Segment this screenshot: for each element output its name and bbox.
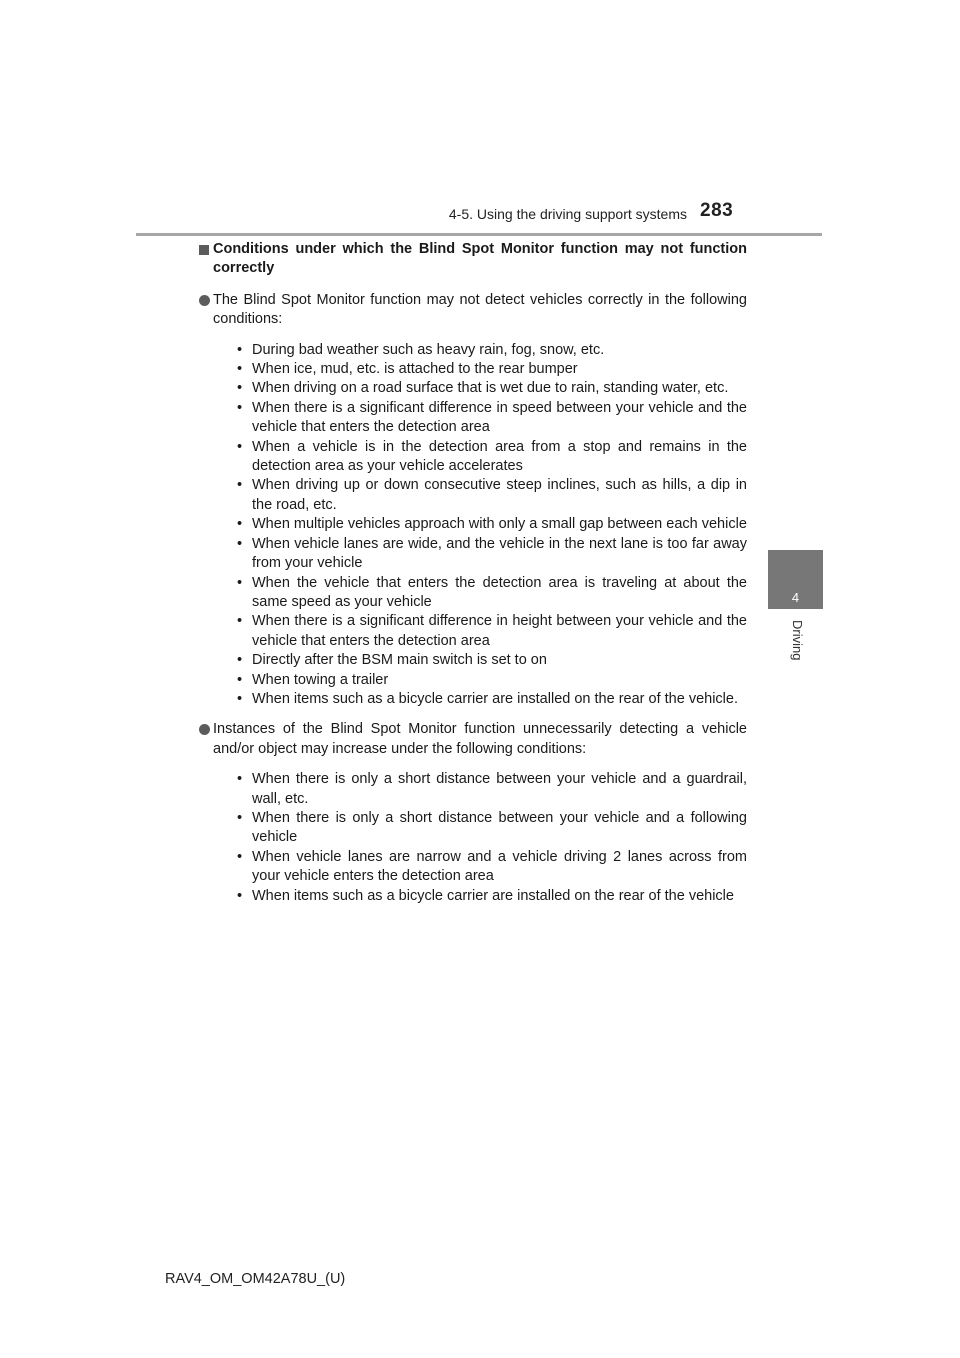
bullet-dot: •: [237, 535, 243, 552]
circle-bullet-icon: [199, 724, 210, 735]
bullet-dot: •: [237, 361, 243, 378]
chapter-tab[interactable]: [768, 550, 823, 609]
chapter-number: 4: [791, 590, 800, 605]
list-item: [236, 379, 747, 398]
list-item-text: When there is only a short distance between your vehicle and a following vehicle: [252, 809, 747, 846]
footer-doc-code: RAV4_OM_OM42A78U_(U): [165, 1271, 346, 1287]
bullet-dot: •: [237, 652, 243, 669]
list-item: [236, 671, 747, 690]
bullet-dot: •: [237, 809, 243, 826]
list-item-text: During bad weather such as heavy rain, fog, snow, etc.: [252, 341, 605, 358]
list-item-text: When the vehicle that enters the detection area is traveling at about the same speed as your vehicle: [252, 574, 747, 610]
list-item-text: When items such as a bicycle carrier are installed on the rear of the vehicle.: [252, 690, 738, 707]
list-item-text: When items such as a bicycle carrier are installed on the rear of the vehicle: [252, 887, 734, 904]
bullet-dot: •: [237, 690, 243, 707]
condition-list: [213, 341, 747, 710]
bullet-dot: •: [237, 887, 243, 904]
header-rule: [136, 233, 822, 236]
list-item-text: When ice, mud, etc. is attached to the rear bumper: [252, 361, 578, 378]
condition-list: [213, 770, 747, 906]
paragraph-text: Instances of the Blind Spot Monitor function unnecessarily detecting a vehicle and/or object may increase under the following conditions:: [213, 721, 747, 757]
list-item: [236, 399, 747, 438]
bullet-dot: •: [237, 671, 243, 688]
list-item: [236, 341, 747, 360]
main-content: [213, 240, 747, 917]
list-item-text: When towing a trailer: [252, 671, 389, 688]
list-item: [236, 690, 747, 709]
list-item-text: When vehicle lanes are wide, and the vehicle in the next lane is too far away from your vehicle: [252, 535, 747, 572]
list-item-text: When driving on a road surface that is wet due to rain, standing water, etc.: [252, 380, 729, 397]
list-item: [236, 612, 747, 651]
bullet-dot: •: [237, 380, 243, 397]
list-item: [236, 535, 747, 574]
section-heading-text: Conditions under which the Blind Spot Monitor function may not function correctly: [213, 241, 747, 277]
list-item: [236, 360, 747, 379]
bullet-dot: •: [237, 574, 243, 591]
list-item: [236, 574, 747, 613]
chapter-label: Driving: [790, 620, 805, 661]
square-bullet-icon: [199, 245, 209, 255]
list-item-text: When driving up or down consecutive steep inclines, such as hills, a dip in the road, etc.: [252, 477, 747, 513]
paragraph-text: The Blind Spot Monitor function may not detect vehicles correctly in the following conditions:: [213, 291, 747, 328]
header-section-title: 4-5. Using the driving support systems: [448, 206, 687, 222]
list-item: [236, 848, 747, 887]
bullet-paragraph: [213, 720, 747, 759]
bullet-dot: •: [237, 438, 243, 455]
list-item: [236, 887, 747, 906]
list-item: [236, 809, 747, 848]
list-item-text: When a vehicle is in the detection area from a stop and remains in the detection area as your vehicle accelerates: [252, 438, 747, 475]
bullet-dot: •: [237, 477, 243, 494]
page-number: 283: [700, 200, 734, 221]
bullet-dot: •: [237, 516, 243, 533]
bullet-dot: •: [237, 613, 243, 630]
list-item: [236, 515, 747, 534]
bullet-dot: •: [237, 399, 243, 416]
list-item: [236, 770, 747, 809]
list-item-text: When there is only a short distance between your vehicle and a guardrail, wall, etc.: [252, 771, 747, 807]
section-heading: [213, 240, 747, 279]
list-item-text: When there is a significant difference in height between your vehicle and the vehicle that enters the detection area: [252, 613, 747, 649]
list-item-text: When multiple vehicles approach with only a small gap between each vehicle: [252, 516, 747, 533]
circle-bullet-icon: [199, 295, 210, 306]
bullet-dot: •: [237, 848, 243, 865]
bullet-dot: •: [237, 341, 243, 358]
bullet-dot: •: [237, 771, 243, 788]
list-item: [236, 438, 747, 477]
list-item-text: When vehicle lanes are narrow and a vehicle driving 2 lanes across from your vehicle enters the detection area: [252, 848, 747, 885]
list-item: [236, 651, 747, 670]
list-item: [236, 476, 747, 515]
list-item-text: Directly after the BSM main switch is set to on: [252, 652, 547, 669]
list-item-text: When there is a significant difference in speed between your vehicle and the vehicle that enters the detection area: [252, 399, 747, 436]
bullet-paragraph: [213, 291, 747, 330]
